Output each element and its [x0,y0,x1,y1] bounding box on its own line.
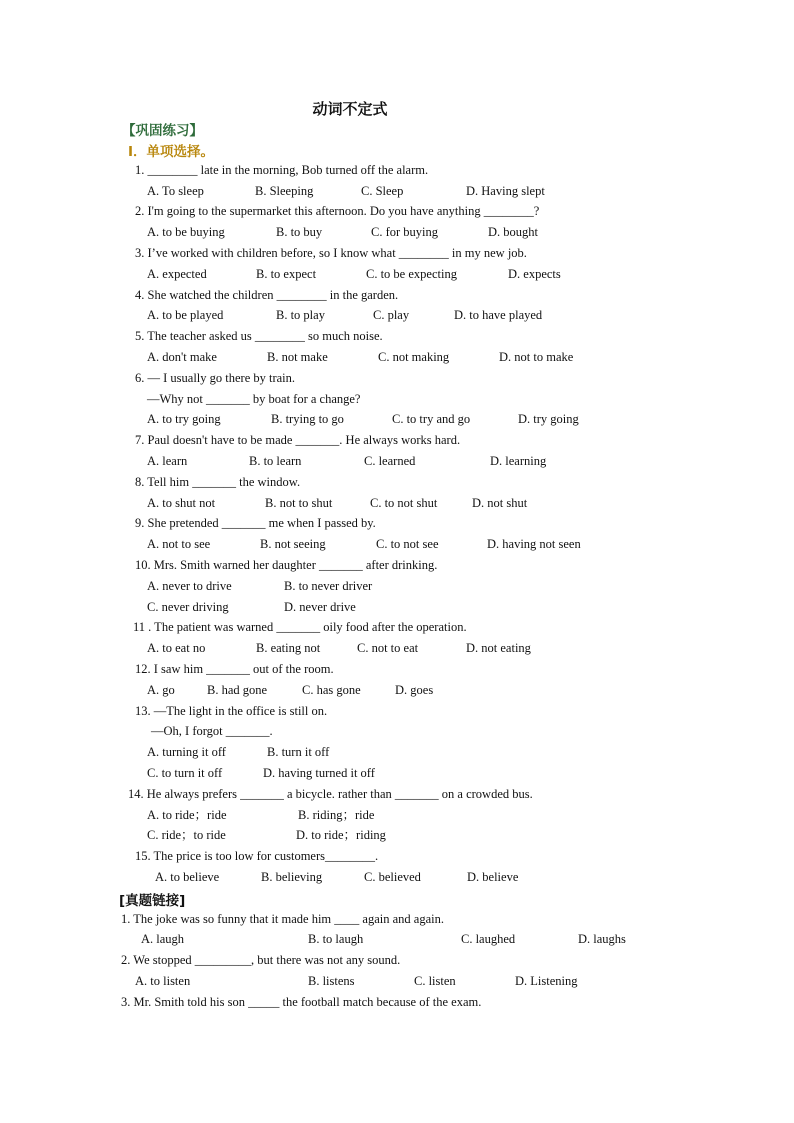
page-title: 动词不定式 [312,100,388,118]
question-11-stem: 11 . The patient was warned _______ oily food after the operation. [133,620,467,634]
question-8-stem: 8. Tell him _______ the window. [135,475,301,489]
section-heading-real-exam: [真题链接] [119,893,186,909]
question-4-stem: 4. She watched the children ________ in the garden. [135,288,399,302]
question-11-option-a: A. to eat no [147,641,206,655]
question-13-option-d: D. having turned it off [263,766,375,780]
question-1-stem: 1. ________ late in the morning, Bob turned off the alarm. [135,163,429,177]
exam-question-2-option-d: D. Listening [515,974,578,988]
question-9-option-b: B. not seeing [260,537,326,551]
question-15-option-d: D. believe [467,870,519,884]
question-14-option-a: A. to ride；ride [147,808,227,822]
question-2-option-d: D. bought [488,225,538,239]
question-15-option-c: C. believed [364,870,421,884]
question-6-option-a: A. to try going [147,412,221,426]
question-13-option-c: C. to turn it off [147,766,223,780]
question-13-option-a: A. turning it off [147,745,226,759]
question-14-option-d: D. to ride；riding [296,828,386,842]
question-15-option-a: A. to believe [155,870,220,884]
question-4-option-d: D. to have played [454,308,543,322]
question-3-option-a: A. expected [147,267,207,281]
question-1-option-a: A. To sleep [147,184,204,198]
question-12-stem: 12. I saw him _______ out of the room. [135,662,334,676]
question-10-option-d: D. never drive [284,600,356,614]
question-6-option-c: C. to try and go [392,412,471,426]
question-12-option-b: B. had gone [207,683,268,697]
question-7-stem: 7. Paul doesn't have to be made _______. He always works hard. [135,433,461,447]
question-2-option-c: C. for buying [371,225,439,239]
exam-question-1-stem: 1. The joke was so funny that it made him ____ again and again. [121,912,444,926]
question-3-option-b: B. to expect [256,267,317,281]
question-3-stem: 3. I’ve worked with children before, so I know what ________ in my new job. [135,246,527,260]
question-5-stem: 5. The teacher asked us ________ so much noise. [135,329,383,343]
exam-question-1-option-c: C. laughed [461,932,516,946]
exam-question-2-option-b: B. listens [308,974,355,988]
question-14-option-b: B. riding；ride [298,808,375,822]
exam-question-2-stem: 2. We stopped _________, but there was not any sound. [121,953,401,967]
exam-question-1-option-d: D. laughs [578,932,626,946]
exam-question-3-stem: 3. Mr. Smith told his son _____ the football match because of the exam. [121,995,482,1009]
exam-question-1-option-a: A. laugh [141,932,185,946]
question-7-option-c: C. learned [364,454,416,468]
question-10-option-a: A. never to drive [147,579,232,593]
question-13-stem-reply: —Oh, I forgot _______. [151,724,273,738]
question-12-option-a: A. go [147,683,175,697]
question-6-stem: 6. — I usually go there by train. [135,371,296,385]
question-9-stem: 9. She pretended _______ me when I passed by. [135,516,376,530]
question-13-stem: 13. —The light in the office is still on. [135,704,328,718]
question-1-option-d: D. Having slept [466,184,545,198]
question-1-option-b: B. Sleeping [255,184,314,198]
question-2-option-b: B. to buy [276,225,323,239]
question-9-option-c: C. to not see [376,537,439,551]
question-8-option-a: A. to shut not [147,496,216,510]
exam-question-1-option-b: B. to laugh [308,932,364,946]
question-3-option-c: C. to be expecting [366,267,457,281]
question-3-option-d: D. expects [508,267,561,281]
question-7-option-a: A. learn [147,454,188,468]
question-15-stem: 15. The price is too low for customers________. [135,849,379,863]
question-5-option-d: D. not to make [499,350,574,364]
question-8-option-b: B. not to shut [265,496,333,510]
question-10-stem: 10. Mrs. Smith warned her daughter _______ after drinking. [135,558,438,572]
question-12-option-c: C. has gone [302,683,361,697]
question-11-option-b: B. eating not [256,641,321,655]
question-2-stem: 2. I'm going to the supermarket this afternoon. Do you have anything ________? [135,204,540,218]
question-5-option-b: B. not make [267,350,328,364]
question-11-option-c: C. not to eat [357,641,419,655]
exam-question-2-option-c: C. listen [414,974,456,988]
question-5-option-a: A. don't make [147,350,217,364]
question-12-option-d: D. goes [395,683,434,697]
question-15-option-b: B. believing [261,870,323,884]
question-10-option-c: C. never driving [147,600,229,614]
question-4-option-c: C. play [373,308,410,322]
question-2-option-a: A. to be buying [147,225,225,239]
question-4-option-b: B. to play [276,308,325,322]
question-9-option-a: A. not to see [147,537,211,551]
question-14-stem: 14. He always prefers _______ a bicycle. rather than _______ on a crowded bus. [128,787,533,801]
question-1-option-c: C. Sleep [361,184,404,198]
section-subheading-single-choice: I．单项选择。 [128,144,215,160]
question-6-option-b: B. trying to go [271,412,344,426]
question-7-option-d: D. learning [490,454,547,468]
question-5-option-c: C. not making [378,350,450,364]
question-6-option-d: D. try going [518,412,579,426]
question-8-option-d: D. not shut [472,496,528,510]
question-8-option-c: C. to not shut [370,496,438,510]
question-7-option-b: B. to learn [249,454,302,468]
question-14-option-c: C. ride；to ride [147,828,226,842]
section-heading-practice: 【巩固练习】 [122,123,203,139]
question-9-option-d: D. having not seen [487,537,581,551]
question-11-option-d: D. not eating [466,641,531,655]
exam-question-2-option-a: A. to listen [135,974,191,988]
question-10-option-b: B. to never driver [284,579,373,593]
question-4-option-a: A. to be played [147,308,224,322]
question-6-stem-reply: —Why not _______ by boat for a change? [147,392,361,406]
question-13-option-b: B. turn it off [267,745,330,759]
